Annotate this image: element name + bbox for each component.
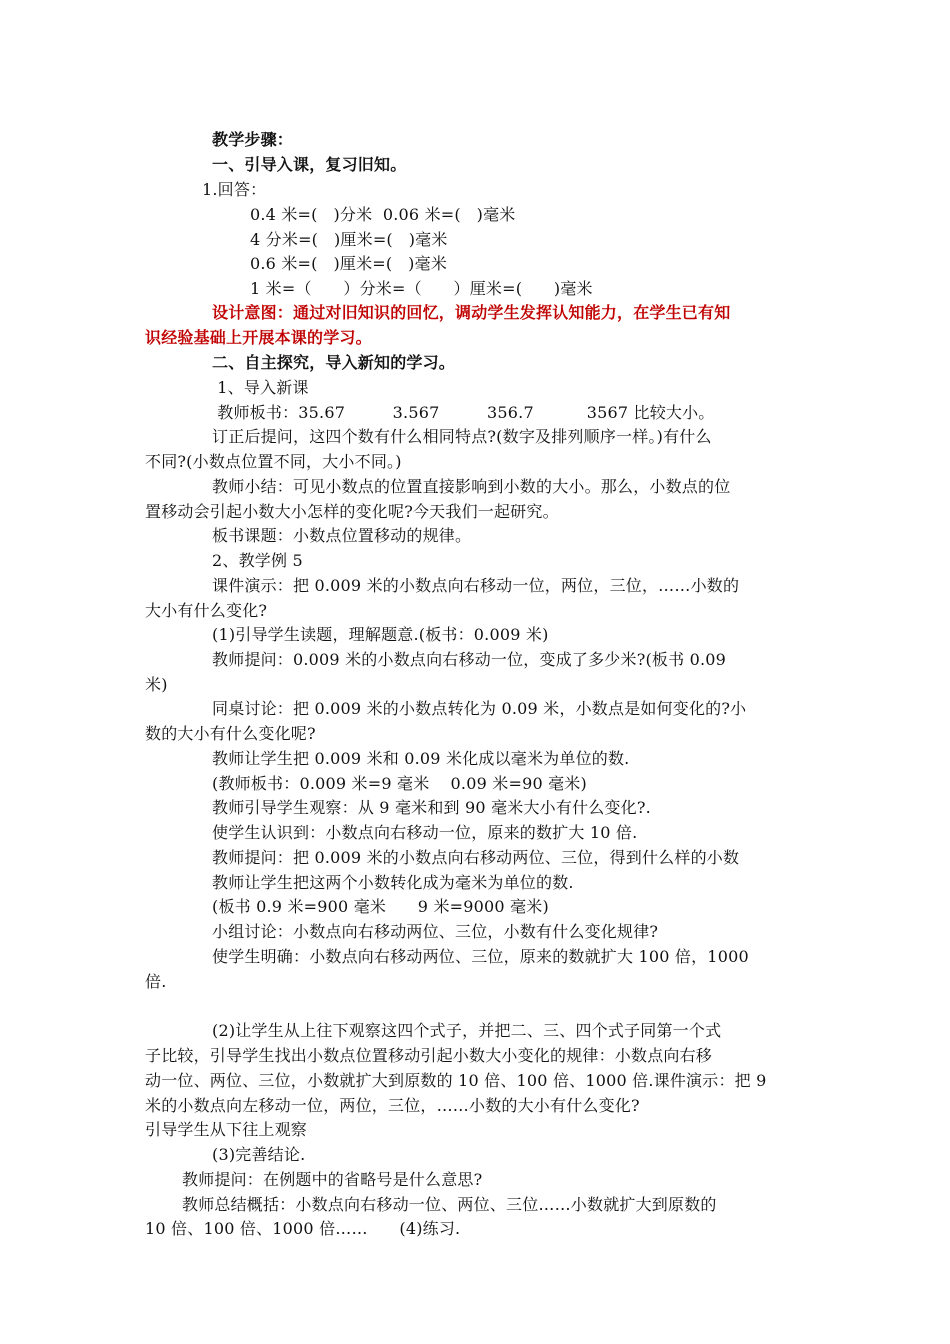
- paragraph-line: 同桌讨论：把 0.009 米的小数点转化为 0.09 米，小数点是如何变化的?小: [212, 699, 747, 718]
- paragraph-line: (1)引导学生读题，理解题意.(板书：0.009 米): [212, 625, 549, 644]
- paragraph-line: 教师提问：0.009 米的小数点向右移动一位，变成了多少米?(板书 0.09: [212, 650, 727, 669]
- paragraph-line: (3)完善结论.: [212, 1145, 306, 1164]
- paragraph-line: 板书课题：小数点位置移动的规律。: [212, 526, 472, 545]
- paragraph-line: 置移动会引起小数大小怎样的变化呢?今天我们一起研究。: [145, 502, 559, 521]
- paragraph-line: 订正后提问，这四个数有什么相同特点?(数字及排列顺序一样。)有什么: [212, 427, 712, 446]
- paragraph-line: 大小有什么变化?: [145, 601, 268, 620]
- paragraph-line: 小组讨论：小数点向右移动两位、三位，小数有什么变化规律?: [212, 922, 659, 941]
- paragraph-line: 2、教学例 5: [212, 551, 303, 570]
- paragraph-line: 数的大小有什么变化呢?: [145, 724, 316, 743]
- paragraph-line: 课件演示：把 0.009 米的小数点向右移动一位，两位，三位，……小数的: [212, 576, 740, 595]
- review-question-line: 1 米=（ ）分米=（ ）厘米=( )毫米: [250, 279, 593, 298]
- paragraph-line: (板书 0.9 米=900 毫米 9 米=9000 毫米): [212, 897, 549, 916]
- question-1-label: 1.回答：: [202, 180, 267, 199]
- paragraph-line: 教师引导学生观察：从 9 毫米和到 90 毫米大小有什么变化?.: [212, 798, 651, 817]
- paragraph-line: 引导学生从下往上观察: [145, 1120, 308, 1139]
- paragraph-line: 使学生明确：小数点向右移动两位、三位，原来的数就扩大 100 倍，1000: [212, 947, 749, 966]
- paragraph-line: 教师提问：在例题中的省略号是什么意思?: [182, 1170, 483, 1189]
- paragraph-line: 教师总结概括：小数点向右移动一位、两位、三位……小数就扩大到原数的: [182, 1195, 717, 1214]
- review-question-line: 4 分米=( )厘米=( )毫米: [250, 230, 448, 249]
- paragraph-line: (教师板书：0.009 米=9 毫米 0.09 米=90 毫米): [212, 774, 587, 793]
- paragraph-line: 不同?(小数点位置不同，大小不同。): [145, 452, 402, 471]
- review-question-line: 0.6 米=( )厘米=( )毫米: [250, 254, 448, 273]
- review-question-line: 0.4 米=( )分米 0.06 米=( )毫米: [250, 205, 516, 224]
- paragraph-line: 使学生认识到：小数点向右移动一位，原来的数扩大 10 倍.: [212, 823, 638, 842]
- paragraph-line: 米的小数点向左移动一位，两位，三位，……小数的大小有什么变化?: [145, 1096, 640, 1115]
- heading-teaching-steps: 教学步骤：: [212, 130, 294, 149]
- paragraph-line: 1、导入新课: [212, 378, 309, 397]
- paragraph-line: 子比较，引导学生找出小数点位置移动引起小数大小变化的规律：小数点向右移: [145, 1046, 713, 1065]
- design-intent-line: 识经验基础上开展本课的学习。: [145, 328, 372, 347]
- paragraph-line: 教师让学生把 0.009 米和 0.09 米化成以毫米为单位的数.: [212, 749, 630, 768]
- paragraph-line: 教师板书：35.67 3.567 356.7 3567 比较大小。: [212, 403, 715, 422]
- section-1-title: 一、引导入课，复习旧知。: [212, 155, 407, 174]
- paragraph-line: (2)让学生从上往下观察这四个式子，并把二、三、四个式子同第一个式: [212, 1021, 722, 1040]
- paragraph-line: 倍.: [145, 972, 167, 991]
- paragraph-line: 教师让学生把这两个小数转化成为毫米为单位的数.: [212, 873, 574, 892]
- paragraph-line: 教师提问：把 0.009 米的小数点向右移动两位、三位，得到什么样的小数: [212, 848, 740, 867]
- paragraph-line: 动一位、两位、三位，小数就扩大到原数的 10 倍、100 倍、1000 倍.课件演示：把 9: [145, 1071, 767, 1090]
- design-intent-line: 设计意图：通过对旧知识的回忆，调动学生发挥认知能力，在学生已有知: [212, 303, 731, 322]
- paragraph-line: 10 倍、100 倍、1000 倍…… (4)练习.: [145, 1219, 461, 1238]
- paragraph-line: 教师小结：可见小数点的位置直接影响到小数的大小。那么，小数点的位: [212, 477, 731, 496]
- paragraph-line: 米): [145, 675, 168, 694]
- section-2-title: 二、自主探究，导入新知的学习。: [212, 353, 456, 372]
